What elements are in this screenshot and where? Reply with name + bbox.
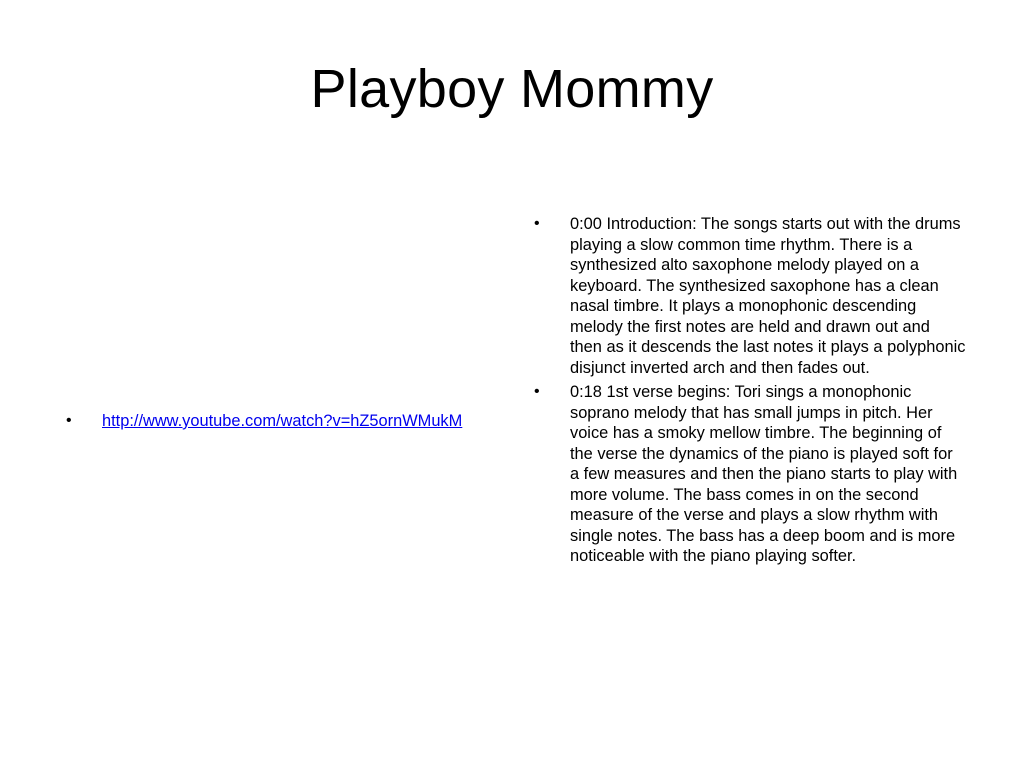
list-item (534, 214, 966, 378)
first-verse-text: 0:18 1st verse begins: Tori sings a monophonic soprano melody that has small jumps in pitch. Her voice has a smoky mellow timbre. The beginning of the verse the dynamics of the piano is played soft for a few measures and then the piano starts to play with more volume. The bass comes in on the second measure of the verse and plays a slow rhythm with single notes. The bass has a deep boom and is more noticeable with the piano playing softer. (570, 383, 958, 565)
list-item (534, 382, 966, 567)
bullet-icon: • (534, 383, 540, 400)
youtube-link[interactable]: http://www.youtube.com/watch?v=hZ5ornWMukM (102, 412, 463, 430)
introduction-text: 0:00 Introduction: The songs starts out with the drums playing a slow common time rhythm. There is a synthesized alto saxophone melody played on a keyboard. The synthesized saxophone has a clean nasal timbre. It plays a monophonic descending melody the first notes are held and drawn out and then as it descends the last notes it plays a polyphonic disjunct inverted arch and then fades out. (570, 215, 966, 377)
right-bullet-list (534, 214, 966, 571)
slide-title: Playboy Mommy (310, 59, 714, 119)
bullet-icon: • (66, 412, 72, 429)
bullet-icon: • (534, 215, 540, 232)
left-bullet-list (66, 411, 496, 432)
list-item (66, 411, 496, 432)
